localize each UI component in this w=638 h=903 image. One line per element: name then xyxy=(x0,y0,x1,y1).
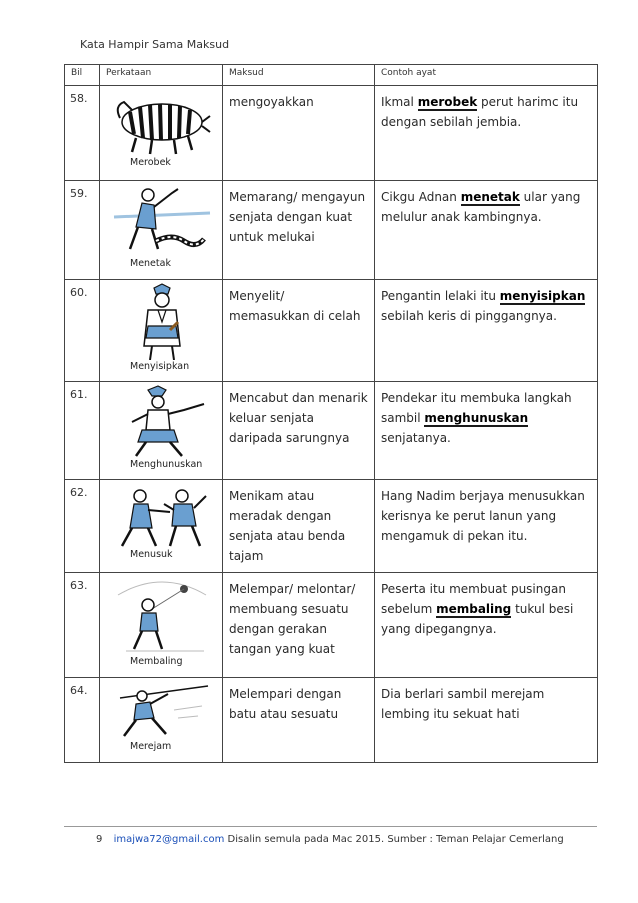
page-footer xyxy=(96,834,564,845)
footer-note: Disalin semula pada Mac 2015. Sumber : Teman Pelajar Cemerlang xyxy=(227,834,564,845)
picture-label: Merobek xyxy=(130,157,171,168)
table-row xyxy=(65,181,598,280)
row-number: 59. xyxy=(65,181,100,280)
keyword: menetak xyxy=(460,190,520,204)
picture-label: Membaling xyxy=(130,656,183,667)
picture-label: Menetak xyxy=(130,258,171,269)
keyword: menghunuskan xyxy=(424,411,529,425)
stabbing-fight-icon xyxy=(112,482,212,548)
picture-label: Menyisipkan xyxy=(130,361,190,372)
example-cell: Pengantin lelaki itu menyisipkan sebilah keris di pinggangnya. xyxy=(375,280,598,382)
table-header-row xyxy=(65,65,598,86)
example-cell: Pendekar itu membuka langkah sambil menghunuskan senjatanya. xyxy=(375,382,598,480)
keyword: merobek xyxy=(417,95,478,109)
picture-cell xyxy=(100,181,223,280)
table-row xyxy=(65,280,598,382)
row-number: 58. xyxy=(65,86,100,181)
picture-label: Merejam xyxy=(130,741,172,752)
keyword: membaling xyxy=(436,602,512,616)
header-contoh-ayat: Contoh ayat xyxy=(375,65,598,86)
footer-divider xyxy=(64,826,597,827)
example-cell: Peserta itu membuat pusingan sebelum membaling tukul besi yang dipegangnya. xyxy=(375,573,598,678)
example-cell: Cikgu Adnan menetak ular yang melulur anak kambingnya. xyxy=(375,181,598,280)
table-row xyxy=(65,480,598,573)
picture-cell xyxy=(100,480,223,573)
picture-cell xyxy=(100,573,223,678)
row-number: 62. xyxy=(65,480,100,573)
meaning-cell: mengoyakkan xyxy=(223,86,375,181)
table-row xyxy=(65,86,598,181)
meaning-cell: Menikam atau meradak dengan senjata atau benda tajam xyxy=(223,480,375,573)
meaning-cell: Memarang/ mengayun senjata dengan kuat untuk melukai xyxy=(223,181,375,280)
example-cell: Ikmal merobek perut harimc itu dengan sebilah jembia. xyxy=(375,86,598,181)
table-row xyxy=(65,678,598,763)
tearing-zebra-icon xyxy=(112,88,212,156)
keyword: menyisipkan xyxy=(499,289,586,303)
picture-cell xyxy=(100,678,223,763)
javelin-throw-icon xyxy=(112,680,212,740)
hammer-throw-icon xyxy=(112,575,212,655)
warrior-sword-icon xyxy=(112,384,212,458)
table-row xyxy=(65,382,598,480)
example-cell: Hang Nadim berjaya menusukkan kerisnya ke perut lanun yang mengamuk di pekan itu. xyxy=(375,480,598,573)
header-bil: Bil xyxy=(65,65,100,86)
row-number: 64. xyxy=(65,678,100,763)
meaning-cell: Melempari dengan batu atau sesuatu xyxy=(223,678,375,763)
row-number: 63. xyxy=(65,573,100,678)
page-number: 9 xyxy=(96,834,103,845)
picture-cell xyxy=(100,280,223,382)
vocabulary-table xyxy=(64,64,598,763)
example-cell: Dia berlari sambil merejam lembing itu sekuat hati xyxy=(375,678,598,763)
meaning-cell: Melempar/ melontar/ membuang sesuatu dengan gerakan tangan yang kuat xyxy=(223,573,375,678)
table-row xyxy=(65,573,598,678)
row-number: 60. xyxy=(65,280,100,382)
footer-email-link[interactable]: imajwa72@gmail.com xyxy=(113,834,225,845)
groom-keris-icon xyxy=(112,282,212,360)
header-perkataan: Perkataan xyxy=(100,65,223,86)
chopping-snake-icon xyxy=(112,183,212,257)
picture-label: Menghunuskan xyxy=(130,459,203,470)
picture-cell xyxy=(100,86,223,181)
row-number: 61. xyxy=(65,382,100,480)
meaning-cell: Mencabut dan menarik keluar senjata daripada sarungnya xyxy=(223,382,375,480)
document-title: Kata Hampir Sama Maksud xyxy=(80,38,230,51)
header-maksud: Maksud xyxy=(223,65,375,86)
picture-label: Menusuk xyxy=(130,549,173,560)
picture-cell xyxy=(100,382,223,480)
meaning-cell: Menyelit/ memasukkan di celah xyxy=(223,280,375,382)
